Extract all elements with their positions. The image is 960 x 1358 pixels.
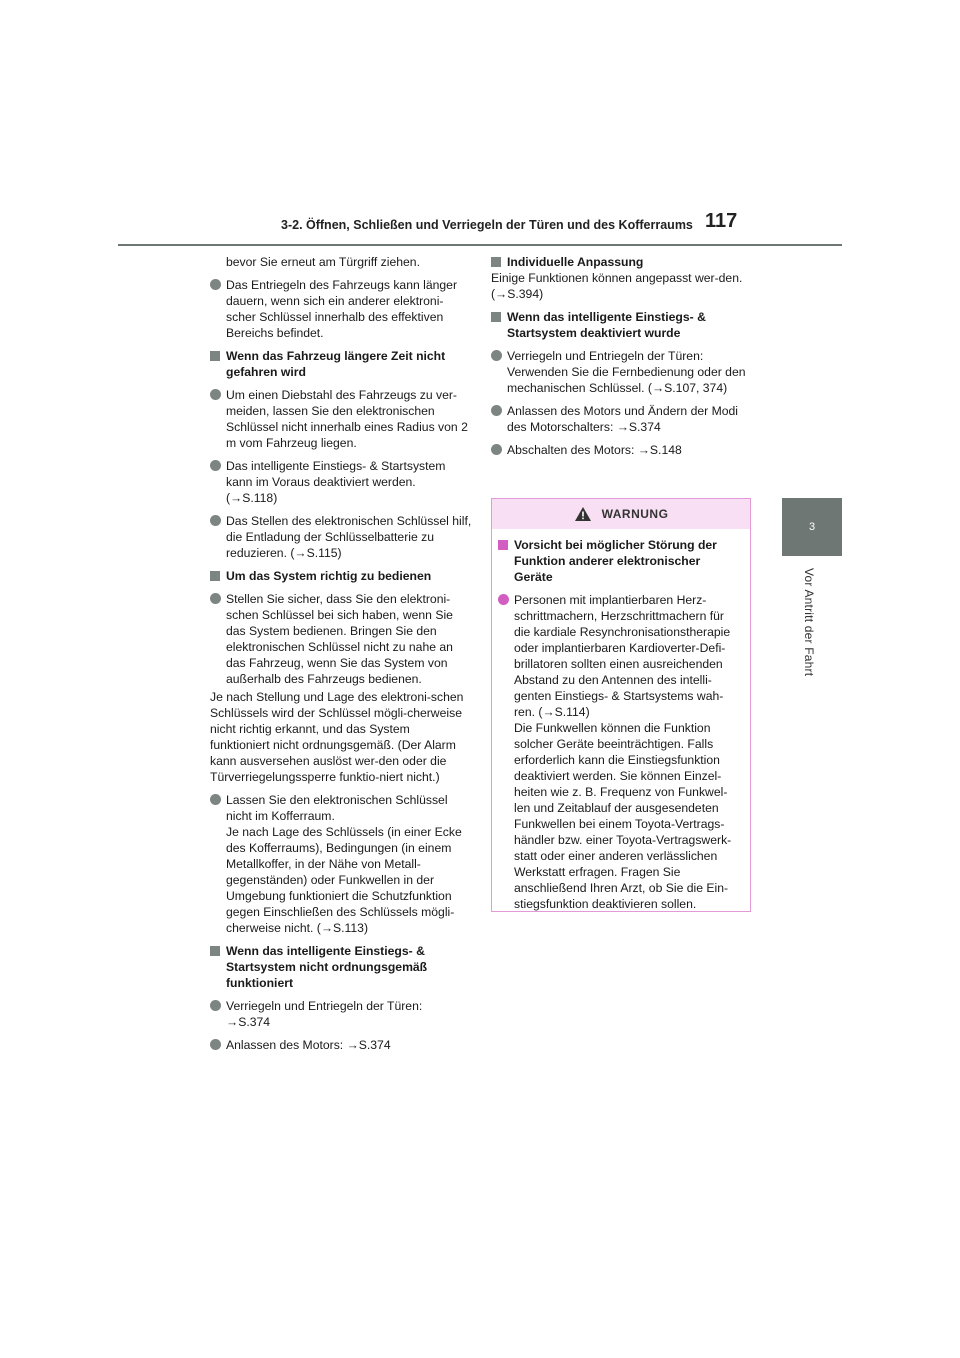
square-bullet-icon (210, 946, 220, 956)
bullet-icon (491, 350, 502, 361)
warning-item-text: Personen mit implantierbaren Herz-schrittmachern, Herzschrittmachern für die kardiale Resynchronisationstherapie oder implantierbaren Kardioverter-Defi-brillatoren sollten einen ausreichenden Abstand zu den Antennen des intelli-genten Einstiegs- & Startsystems wah-ren. (→S.114) (514, 593, 731, 719)
subheading-text: Wenn das intelligente Einstiegs- & Startsystem nicht ordnungsgemäß funktioniert (226, 944, 428, 990)
bullet-icon (210, 1039, 221, 1050)
list-item-text: Anlassen des Motors und Ändern der Modi des Motorschalters: →S.374 (507, 404, 739, 434)
list-item (210, 513, 472, 561)
continuation-text: bevor Sie erneut am Türgriff ziehen. (226, 255, 420, 269)
subheading (491, 254, 753, 270)
subheading (491, 309, 753, 341)
bullet-icon (491, 444, 502, 455)
chapter-number: 3 (808, 521, 816, 533)
list-item-text: Lassen Sie den elektronischen Schlüssel nicht im Kofferraum. (226, 793, 448, 823)
page-reference-link[interactable]: (→S.118) (226, 491, 278, 505)
warning-triangle-icon (574, 506, 592, 522)
page-number: 117 (705, 210, 738, 232)
list-item (210, 387, 472, 451)
warning-header (492, 499, 750, 529)
page-reference-link[interactable]: →S.374 (226, 1015, 271, 1029)
subheading (210, 568, 472, 584)
paragraph: Einige Funktionen können angepasst wer-den. (→S.394) (491, 271, 743, 301)
subheading (210, 348, 472, 380)
square-bullet-icon (491, 312, 501, 322)
warning-item-text: Die Funkwellen können die Funktion solcher Geräte beeinträchtigen. Falls erforderlich kann die Einstiegsfunktion deaktiviert werden. Sie können Einzel-heiten wie z. B. Frequenz von Funkwel-len und Zeitablauf der ausgesendeten Funkwellen bei einem Toyota-Vertrags-händler bzw. einer Toyota-Vertragswerk-statt oder einer anderen verlässlichen Werkstatt erfragen. Fragen Sie anschließend Ihren Arzt, ob Sie die Ein-stiegsfunktion deaktivieren sollen. (514, 721, 732, 911)
warning-body (492, 529, 750, 912)
subheading-text: Wenn das Fahrzeug längere Zeit nicht gefahren wird (226, 349, 446, 379)
bullet-icon (210, 794, 221, 805)
list-item-text: Je nach Lage des Schlüssels (in einer Ecke des Kofferraums), Bedingungen (in einem Metallkoffer, in der Nähe von Metall-gegenständen) oder Funkwellen in der Umgebung funktioniert die Schutzfunktion gegen Einschließen des Schlüssels mögli-cherweise nicht. (→S.113) (226, 825, 462, 935)
list-item-text: Das Entriegeln des Fahrzeugs kann länger dauern, wenn sich ein anderer elektroni-scher Schlüssel innerhalb des effektiven Bereichs befindet. (226, 278, 458, 340)
list-item (491, 442, 753, 458)
square-bullet-icon (210, 571, 220, 581)
left-column (210, 254, 472, 1060)
bullet-icon (498, 594, 509, 605)
bullet-icon (210, 279, 221, 290)
list-item-text: Abschalten des Motors: →S.148 (507, 443, 682, 457)
subheading-text: Individuelle Anpassung (507, 255, 644, 269)
warning-list-item (498, 592, 740, 912)
right-column (491, 254, 753, 465)
list-item (210, 458, 472, 506)
list-item-text: Verriegeln und Entriegeln der Türen: Verwenden Sie die Fernbedienung oder den mechanischen Schlüssel. (→S.107, 374) (507, 349, 746, 395)
warning-box (491, 498, 751, 912)
subheading-text: Wenn das intelligente Einstiegs- & Startsystem deaktiviert wurde (507, 310, 706, 340)
header-divider (118, 244, 842, 246)
bullet-icon (210, 593, 221, 604)
list-item (210, 792, 472, 936)
square-bullet-icon (210, 351, 220, 361)
section-title: 3-2. Öffnen, Schließen und Verriegeln der Türen und des Kofferraums (281, 218, 693, 232)
bullet-icon (210, 460, 221, 471)
square-bullet-icon (498, 540, 508, 550)
list-item-text: Das Stellen des elektronischen Schlüssel hilf, die Entladung der Schlüsselbatterie zu reduzieren. (→S.115) (226, 514, 472, 560)
bullet-icon (210, 389, 221, 400)
list-item (210, 591, 472, 687)
list-item-text: Verriegeln und Entriegeln der Türen: (226, 999, 423, 1013)
warning-subheading-text: Vorsicht bei möglicher Störung der Funktion anderer elektronischer Geräte (514, 538, 717, 584)
chapter-tab[interactable] (782, 498, 842, 556)
list-item-text: Um einen Diebstahl des Fahrzeugs zu ver-meiden, lassen Sie den elektronischen Schlüssel nicht innerhalb eines Radius von 2 m vom Fahrzeug liegen. (226, 388, 468, 450)
subheading (210, 943, 472, 991)
list-item (491, 403, 753, 435)
list-item-text: Das intelligente Einstiegs- & Startsystem kann im Voraus deaktiviert werden. (226, 459, 446, 489)
warning-subheading (498, 537, 740, 585)
subheading-text: Um das System richtig zu bedienen (226, 569, 432, 583)
bullet-icon (210, 515, 221, 526)
bullet-icon (491, 405, 502, 416)
paragraph: Je nach Stellung und Lage des elektroni-schen Schlüssels wird der Schlüssel mögli-cherweise nicht richtig erkannt, und das System funktioniert nicht ordnungsgemäß. (Der Alarm kann ausversehen auslöst wer-den oder die Türverriegelungssperre funktio-niert nicht.) (210, 690, 464, 784)
list-item-text: Stellen Sie sicher, dass Sie den elektroni-schen Schlüssel bei sich haben, wenn Sie das System bedienen. Bringen Sie den elektronischen Schlüssel nicht zu nahe an das Fahrzeug, wenn Sie das System von außerhalb des Fahrzeugs bedienen. (226, 592, 453, 686)
list-item-text: Anlassen des Motors: →S.374 (226, 1038, 391, 1052)
list-item (210, 277, 472, 341)
list-item (210, 998, 472, 1030)
list-item (210, 1037, 472, 1053)
warning-title: WARNUNG (601, 507, 669, 521)
square-bullet-icon (491, 257, 501, 267)
list-item (491, 348, 753, 396)
chapter-label: Vor Antritt der Fahrt (802, 568, 816, 677)
bullet-icon (210, 1000, 221, 1011)
